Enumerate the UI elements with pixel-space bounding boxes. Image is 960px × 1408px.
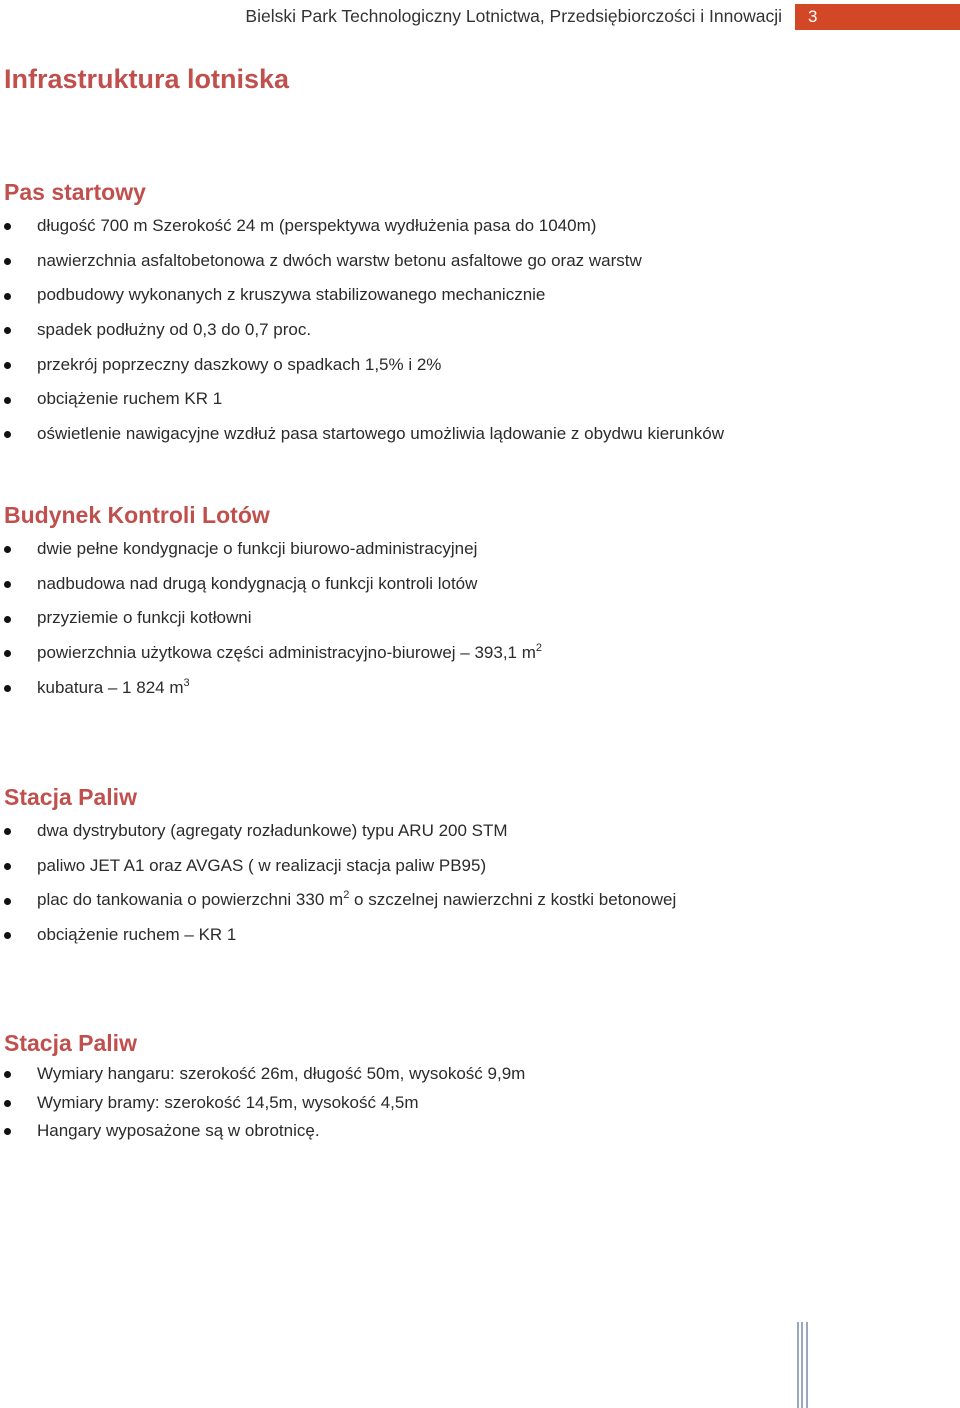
superscript: 2 <box>343 889 350 902</box>
bullet-icon <box>4 397 11 404</box>
superscript: 2 <box>535 642 543 655</box>
runway-list <box>0 209 960 452</box>
bullet-icon <box>4 293 11 300</box>
list-item <box>0 849 960 884</box>
bullet-icon <box>4 898 11 905</box>
list-item <box>0 278 960 313</box>
list-item <box>0 636 960 671</box>
list-item-text: dwie pełne kondygnacje o funkcji biurowo-administracyjnej <box>37 539 478 558</box>
decorative-line <box>801 1322 803 1408</box>
list-item <box>0 567 960 602</box>
list-item <box>0 671 960 706</box>
list-item <box>0 601 960 636</box>
list-item <box>0 348 960 383</box>
list-item <box>0 1089 960 1118</box>
list-item <box>0 244 960 279</box>
bullet-icon <box>4 1071 11 1078</box>
page-number-badge: 3 <box>795 4 960 30</box>
bullet-icon <box>4 1128 11 1135</box>
list-item <box>0 1060 960 1089</box>
list-item-text: obciążenie ruchem – KR 1 <box>37 925 237 945</box>
list-item <box>0 417 960 452</box>
list-item-text: obciążenie ruchem KR 1 <box>37 389 223 409</box>
section-heading-runway: Pas startowy <box>4 179 146 205</box>
list-item-text: o szczelnej nawierzchni z kostki betonowej <box>349 890 677 910</box>
bullet-icon <box>4 362 11 369</box>
list-item-text: paliwo JET A1 oraz AVGAS ( w realizacji stacja paliw PB95) <box>37 855 487 875</box>
list-item-text: Hangary wyposażone są w obrotnicę. <box>37 1121 320 1140</box>
list-item-text: nawierzchnia asfaltobetonowa z dwóch warstw betonu asfaltowe go oraz warstw <box>37 250 642 270</box>
fuel-station-list <box>0 814 960 953</box>
list-item <box>0 1117 960 1146</box>
bullet-icon <box>4 616 11 623</box>
bullet-icon <box>4 685 11 692</box>
decorative-line <box>806 1322 808 1408</box>
bullet-icon <box>4 258 11 265</box>
list-item-text: powierzchnia użytkowa części administracyjno-biurowej – 393,1 m <box>37 643 536 663</box>
bullet-icon <box>4 431 11 438</box>
list-item-text: spadek podłużny od 0,3 do 0,7 proc. <box>37 320 312 340</box>
list-item-text: oświetlenie nawigacyjne wzdłuż pasa startowego umożliwia lądowanie z obydwu kierunków <box>37 424 724 444</box>
list-item <box>0 532 960 567</box>
list-item-text: kubatura – 1 824 m <box>37 677 184 697</box>
section-hangar <box>0 1026 960 1146</box>
list-item-text: podbudowy wykonanych z kruszywa stabilizowanego mechanicznie <box>37 285 546 305</box>
bullet-icon <box>4 546 11 553</box>
list-item <box>0 209 960 244</box>
bullet-icon <box>4 1100 11 1107</box>
bullet-icon <box>4 581 11 588</box>
document-title: Infrastruktura lotniska <box>4 64 290 94</box>
bullet-icon <box>4 650 11 657</box>
list-item <box>0 883 960 918</box>
list-item <box>0 814 960 849</box>
section-fuel-station <box>0 780 960 953</box>
control-building-list <box>0 532 960 705</box>
section-control-building <box>0 498 960 705</box>
decorative-line <box>797 1322 799 1408</box>
list-item <box>0 382 960 417</box>
list-item <box>0 918 960 953</box>
bullet-icon <box>4 828 11 835</box>
list-item-text: długość 700 m Szerokość 24 m (perspektywa wydłużenia pasa do 1040m) <box>37 216 597 235</box>
list-item-text: nadbudowa nad drugą kondygnacją o funkcji kontroli lotów <box>37 573 478 593</box>
bullet-icon <box>4 327 11 334</box>
list-item-text: przyziemie o funkcji kotłowni <box>37 608 252 628</box>
section-heading-control-building: Budynek Kontroli Lotów <box>4 502 270 528</box>
section-runway <box>0 175 960 452</box>
superscript: 3 <box>183 676 190 689</box>
hangar-list <box>0 1060 960 1146</box>
section-heading-fuel-station: Stacja Paliw <box>4 784 137 810</box>
list-item-text: dwa dystrybutory (agregaty rozładunkowe) typu ARU 200 STM <box>37 821 508 840</box>
bullet-icon <box>4 932 11 939</box>
list-item-text: przekrój poprzeczny daszkowy o spadkach 1,5% i 2% <box>37 354 442 374</box>
running-header-title: Bielski Park Technologiczny Lotnictwa, Przedsiębiorczości i Innowacji <box>245 6 782 26</box>
bullet-icon <box>4 223 11 230</box>
list-item-text: Wymiary hangaru: szerokość 26m, długość 50m, wysokość 9,9m <box>37 1064 526 1083</box>
list-item-text: plac do tankowania o powierzchni 330 m <box>37 890 344 910</box>
list-item <box>0 313 960 348</box>
section-heading-hangar: Stacja Paliw <box>4 1030 137 1056</box>
list-item-text: Wymiary bramy: szerokość 14,5m, wysokość 4,5m <box>37 1092 419 1112</box>
bullet-icon <box>4 863 11 870</box>
